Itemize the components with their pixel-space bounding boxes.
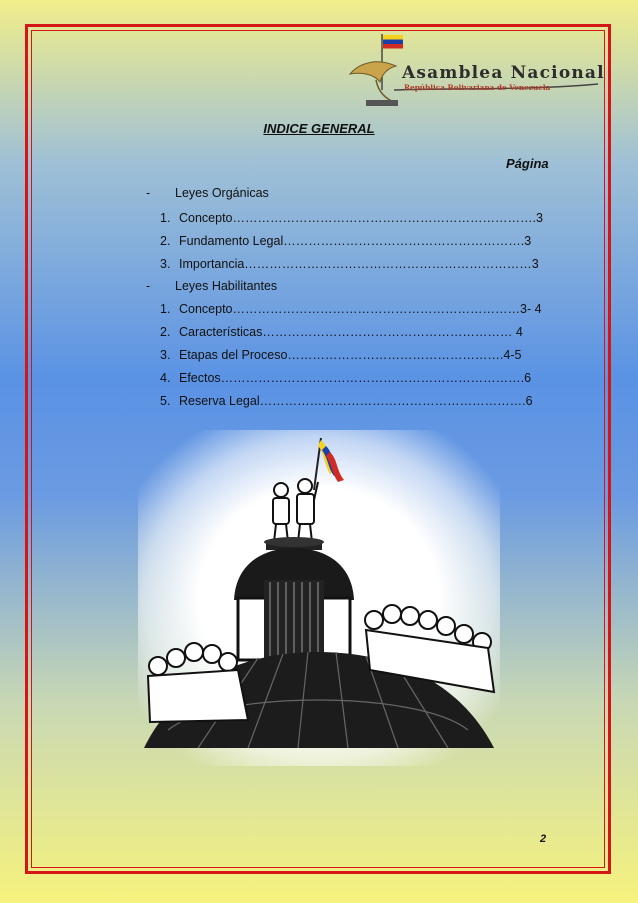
toc-entry-number: 5. xyxy=(160,394,171,408)
capitol-dome-flag-illustration xyxy=(138,430,500,766)
toc-entry-number: 2. xyxy=(160,325,171,339)
page-column-label: Página xyxy=(506,156,549,171)
page-number: 2 xyxy=(540,833,547,845)
toc-entry-number: 1. xyxy=(160,302,171,316)
toc-entry-text: Etapas del Proceso…………………………………………….4-5 xyxy=(179,348,522,362)
logo-title: Asamblea Nacional xyxy=(402,63,605,83)
index-title: INDICE GENERAL xyxy=(263,121,375,136)
toc-entry-text: Reserva Legal……………………………………………………….6 xyxy=(179,394,533,408)
toc-entry-text: Importancia……………………………………………………………3 xyxy=(179,257,539,271)
section-label: Leyes Habilitantes xyxy=(175,279,278,293)
section-dash: - xyxy=(146,186,151,200)
section-dash: - xyxy=(146,279,151,293)
toc-entry-text: Concepto……………………………………………………………….3 xyxy=(179,211,543,225)
toc-entry-text: Fundamento Legal………………………………………………….3 xyxy=(179,234,532,248)
toc-entry-number: 3. xyxy=(160,348,171,362)
toc-entry-number: 1. xyxy=(160,211,171,225)
section-label: Leyes Orgánicas xyxy=(175,186,269,200)
logo-subtitle: República Bolivariana de Venezuela xyxy=(404,83,551,92)
toc-entry-number: 2. xyxy=(160,234,171,248)
toc-entry-text: Características…………………………………………………… 4 xyxy=(179,325,523,339)
toc-entry-number: 3. xyxy=(160,257,171,271)
toc-entry-text: Concepto……………………………………………………………3- 4 xyxy=(179,302,542,316)
toc-entry-text: Efectos……………………………………………………………….6 xyxy=(179,371,532,385)
toc-entry-number: 4. xyxy=(160,371,171,385)
